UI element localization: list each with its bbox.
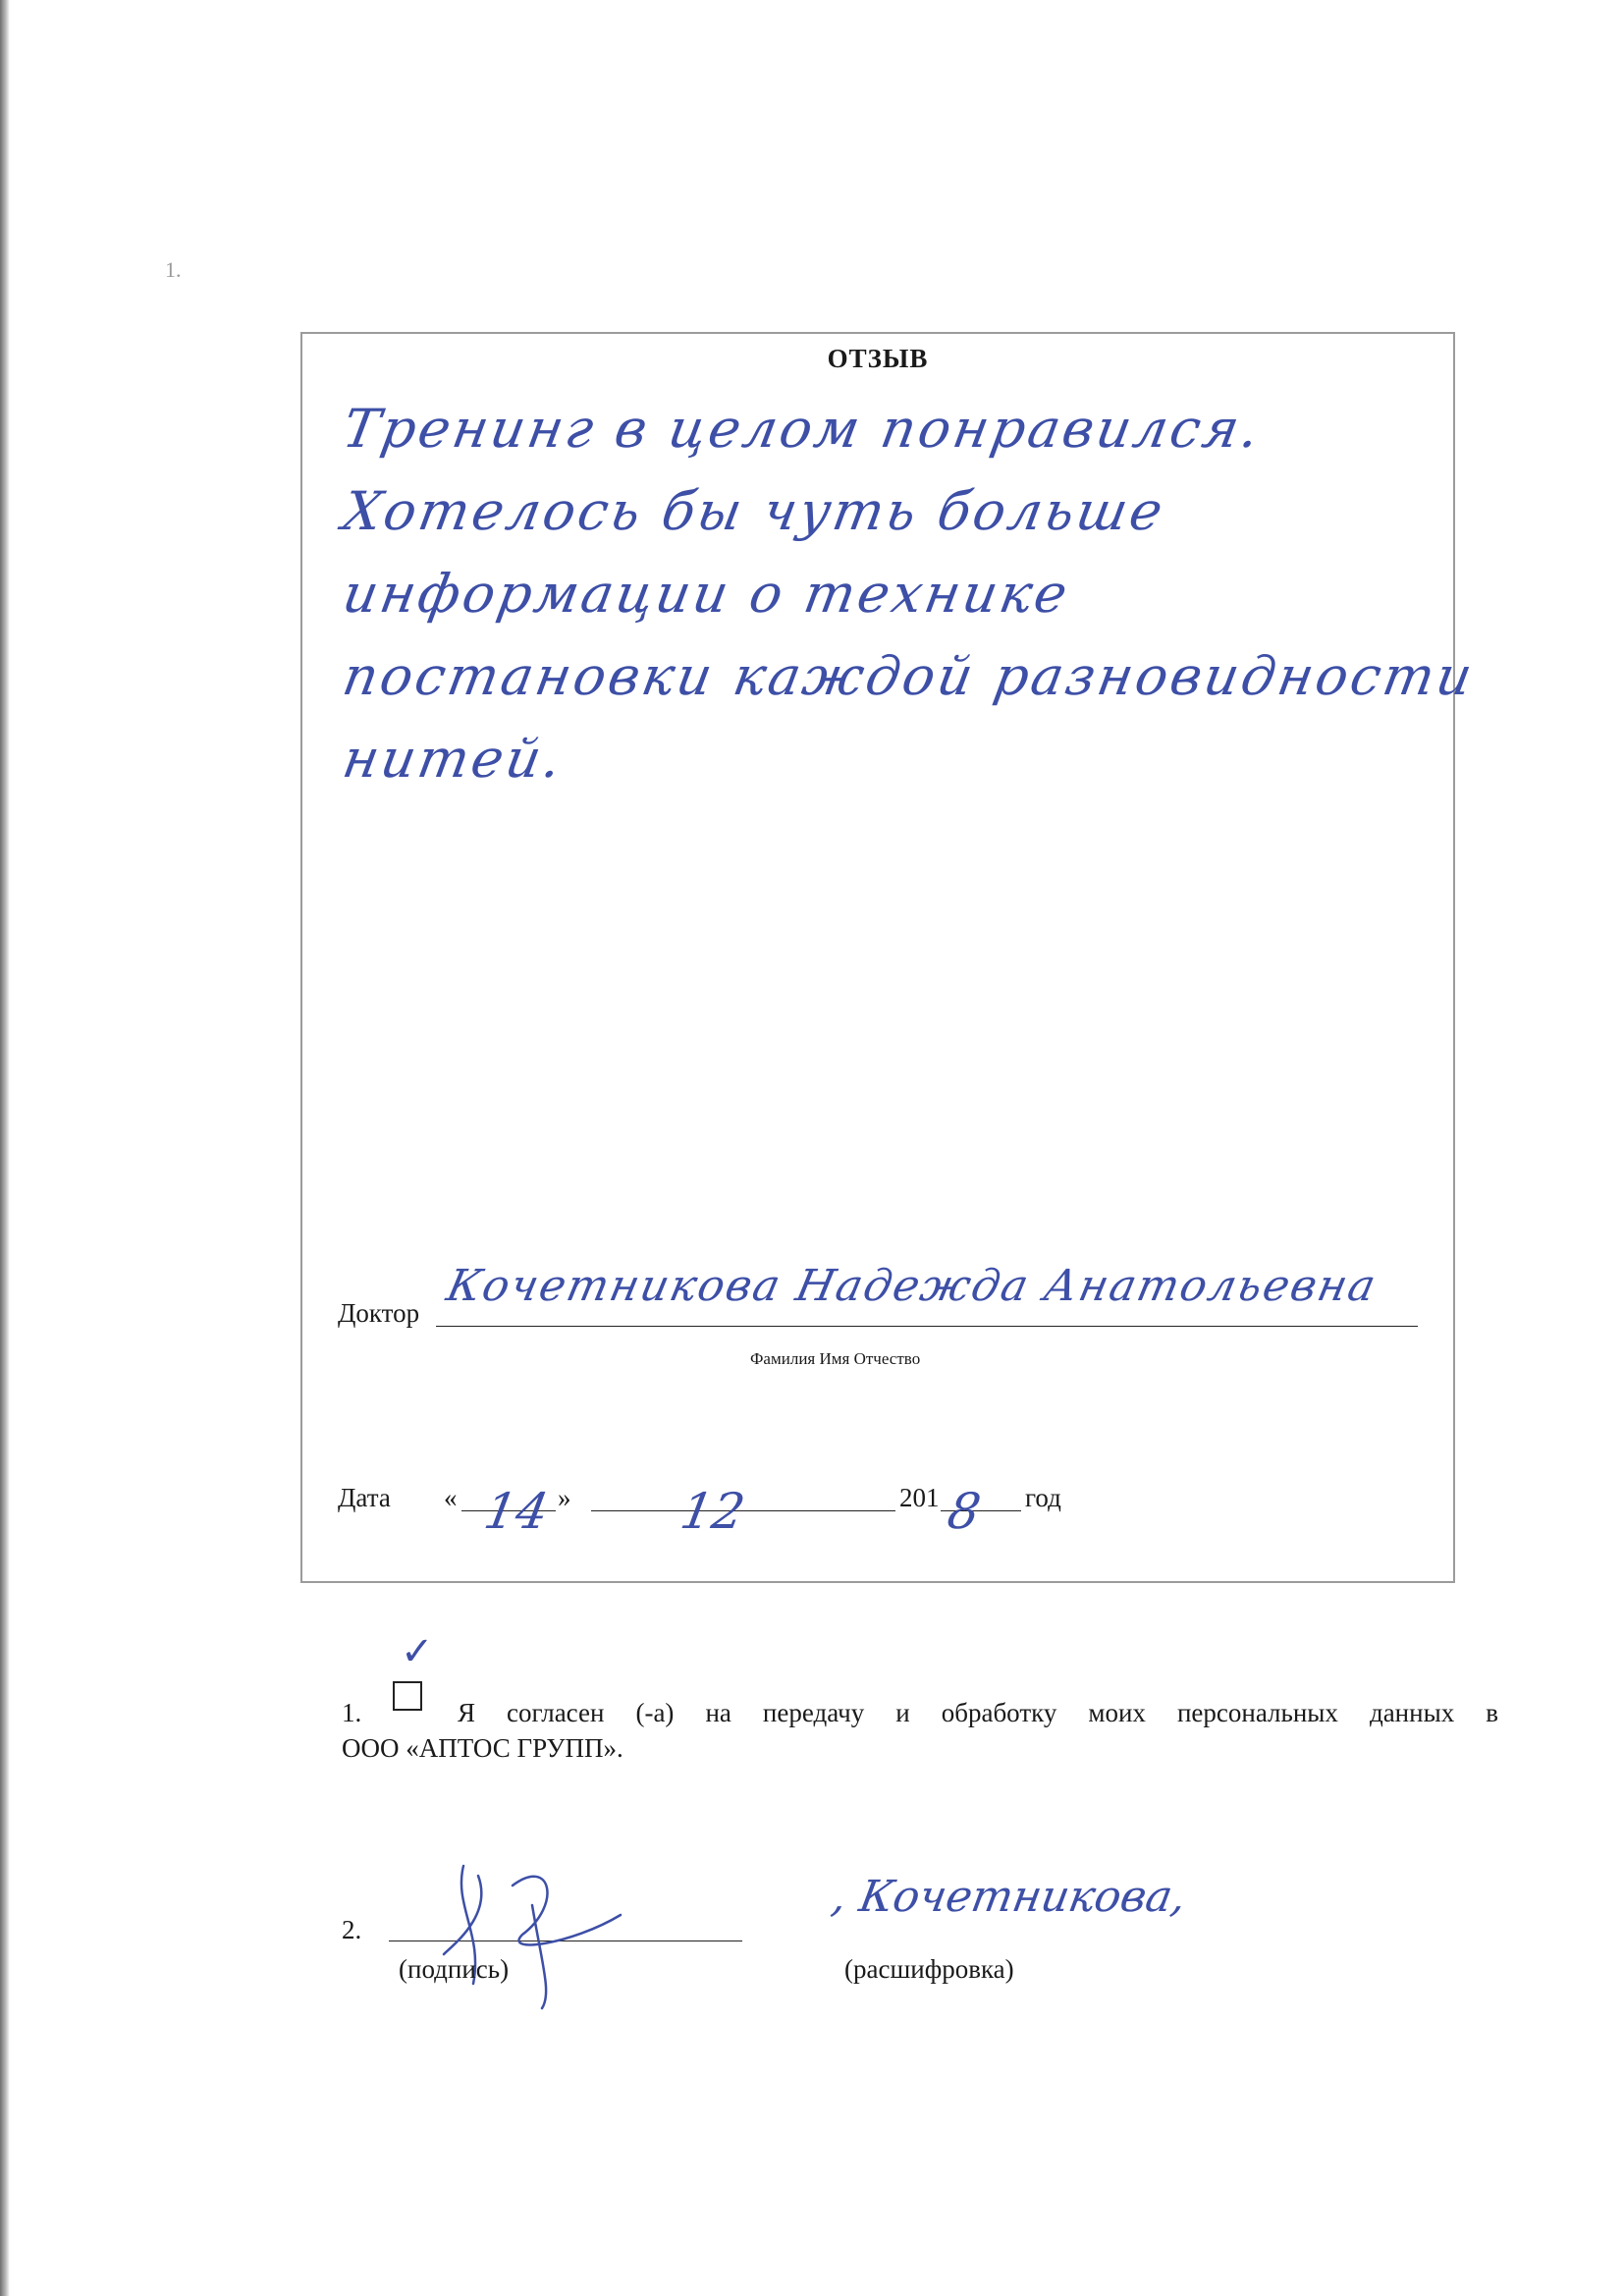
doctor-row [338,1261,1437,1387]
handwriting-line: Тренинг в целом понравился. [338,398,1268,460]
handwriting-line: постановки каждой разновидности [338,645,1480,707]
consent-checkbox[interactable] [393,1681,422,1711]
decode-caption: (расшифровка) [844,1954,1014,1984]
checkmark-icon: ✓ [401,1629,434,1674]
feedback-title: ОТЗЫВ [827,344,929,373]
doctor-label: Доктор [338,1298,420,1328]
date-open-quote: « [444,1483,458,1512]
scan-margin-mark: 1. [165,257,182,282]
signature-caption: (подпись) [399,1954,510,1984]
date-row [338,1483,1437,1542]
decode-handwritten: , Кочетникова, [828,1872,1191,1922]
signature-scribble [424,1846,650,2013]
doctor-caption: Фамилия Имя Отчество [750,1349,921,1368]
handwriting-line: информации о технике [338,563,1075,625]
date-label: Дата [338,1483,391,1512]
feedback-handwriting [338,388,1480,800]
date-day-handwritten: 14 [479,1483,553,1540]
doctor-name-line [436,1326,1418,1327]
signature-number: 2. [342,1915,362,1944]
handwriting-line: Хотелось бы чуть больше [338,480,1170,542]
date-year-suffix: год [1025,1483,1061,1512]
handwriting-line: нитей. [338,728,569,790]
date-year-prefix: 201 [899,1483,940,1512]
doctor-handwritten-name: Кочетникова Надежда Анатольевна [442,1261,1382,1311]
consent-text-line1: Я согласен (-а) на передачу и обработку моих персональных данных в [458,1698,1498,1727]
feedback-box [300,332,1480,1583]
consent-text-line2: ООО «АПТОС ГРУПП». [342,1733,623,1763]
date-close-quote: » [558,1483,571,1512]
signature-row [342,1872,1324,1994]
scan-edge [0,0,10,2296]
date-year-handwritten: 8 [943,1483,985,1540]
date-month-handwritten: 12 [676,1483,749,1540]
consent-number: 1. [342,1698,362,1727]
